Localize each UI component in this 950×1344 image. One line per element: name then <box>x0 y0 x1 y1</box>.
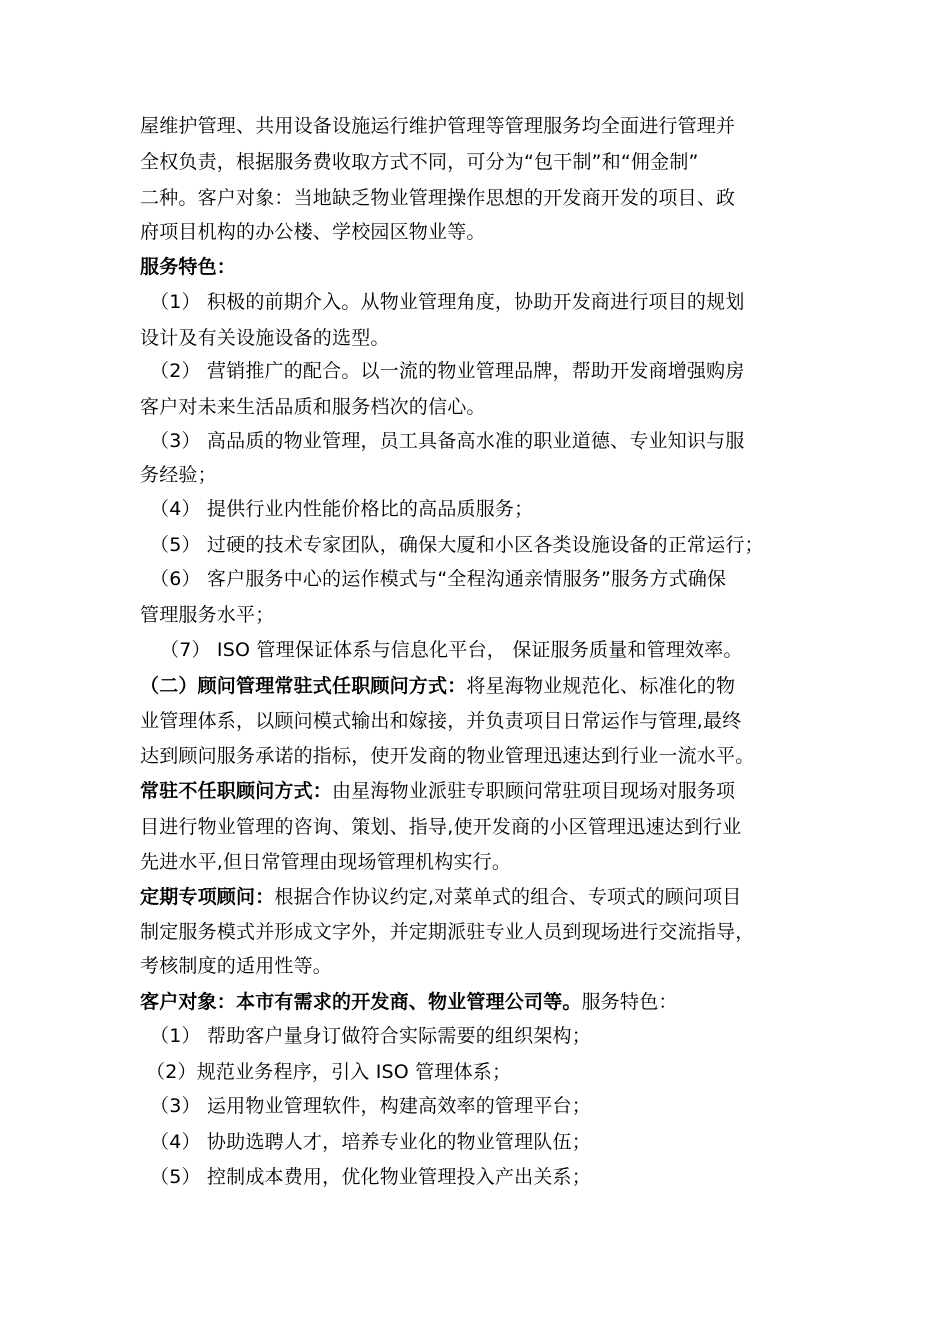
text-line: 考核制度的适用性等。 <box>140 955 333 977</box>
text-line: 设计及有关设施设备的选型。 <box>140 327 390 349</box>
text-line: 务经验； <box>140 464 217 486</box>
section-heading: 服务特色： <box>140 256 237 278</box>
text-line: 客户对未来生活品质和服务档次的信心。 <box>140 396 486 418</box>
text-line: 屋维护管理、共用设备设施运行维护管理等管理服务均全面进行管理并 <box>140 115 736 137</box>
text-line: 业管理体系，以顾问模式输出和嫁接，并负责项目日常运作与管理,最终 <box>140 710 742 732</box>
list-item: （4） 提供行业内性能价格比的高品质服务； <box>150 498 534 520</box>
text-line: 管理服务水平； <box>140 604 275 626</box>
list-item: （6） 客户服务中心的运作模式与“全程沟通亲情服务”服务方式确保 <box>150 568 727 590</box>
list-item: （3） 运用物业管理软件，构建高效率的管理平台； <box>150 1095 591 1117</box>
list-item: （2） 营销推广的配合。以一流的物业管理品牌，帮助开发商增强购房 <box>150 360 745 382</box>
text-line: 定期专项顾问：根据合作协议约定,对菜单式的组合、专项式的顾问项目 <box>140 886 742 908</box>
text-line: 先进水平,但日常管理由现场管理机构实行。 <box>140 851 512 873</box>
text-line: （二）顾问管理常驻式任职顾问方式：将星海物业规范化、标准化的物 <box>140 675 736 697</box>
text-line: 二种。客户对象：当地缺乏物业管理操作思想的开发商开发的项目、政 <box>140 187 736 209</box>
text-line: 常驻不任职顾问方式：由星海物业派驻专职顾问常驻项目现场对服务项 <box>140 780 736 802</box>
list-item: （3） 高品质的物业管理，员工具备高水准的职业道德、专业知识与服 <box>150 430 745 452</box>
list-item: （5） 过硬的技术专家团队，确保大厦和小区各类设施设备的正常运行； <box>150 534 764 556</box>
text-line: 达到顾问服务承诺的指标，使开发商的物业管理迅速达到行业一流水平。 <box>140 745 755 767</box>
list-item: （5） 控制成本费用，优化物业管理投入产出关系； <box>150 1166 591 1188</box>
list-item: （1） 积极的前期介入。从物业管理角度，协助开发商进行项目的规划 <box>150 291 745 313</box>
text-line: 客户对象：本市有需求的开发商、物业管理公司等。服务特色： <box>140 991 678 1013</box>
text-line: 制定服务模式并形成文字外，并定期派驻专业人员到现场进行交流指导， <box>140 921 755 943</box>
text-line: 目进行物业管理的咨询、策划、指导,使开发商的小区管理迅速达到行业 <box>140 816 742 838</box>
list-item: （4） 协助选聘人才，培养专业化的物业管理队伍； <box>150 1131 591 1153</box>
list-item: （1） 帮助客户量身订做符合实际需要的组织架构； <box>150 1025 591 1047</box>
text-line: 府项目机构的办公楼、学校园区物业等。 <box>140 221 486 243</box>
text-line: 全权负责，根据服务费收取方式不同，可分为“包干制”和“佣金制” <box>140 151 699 173</box>
list-item: （7） ISO 管理保证体系与信息化平台， 保证服务质量和管理效率。 <box>160 639 743 661</box>
list-item: （2）规范业务程序，引入 ISO 管理体系； <box>146 1061 512 1083</box>
